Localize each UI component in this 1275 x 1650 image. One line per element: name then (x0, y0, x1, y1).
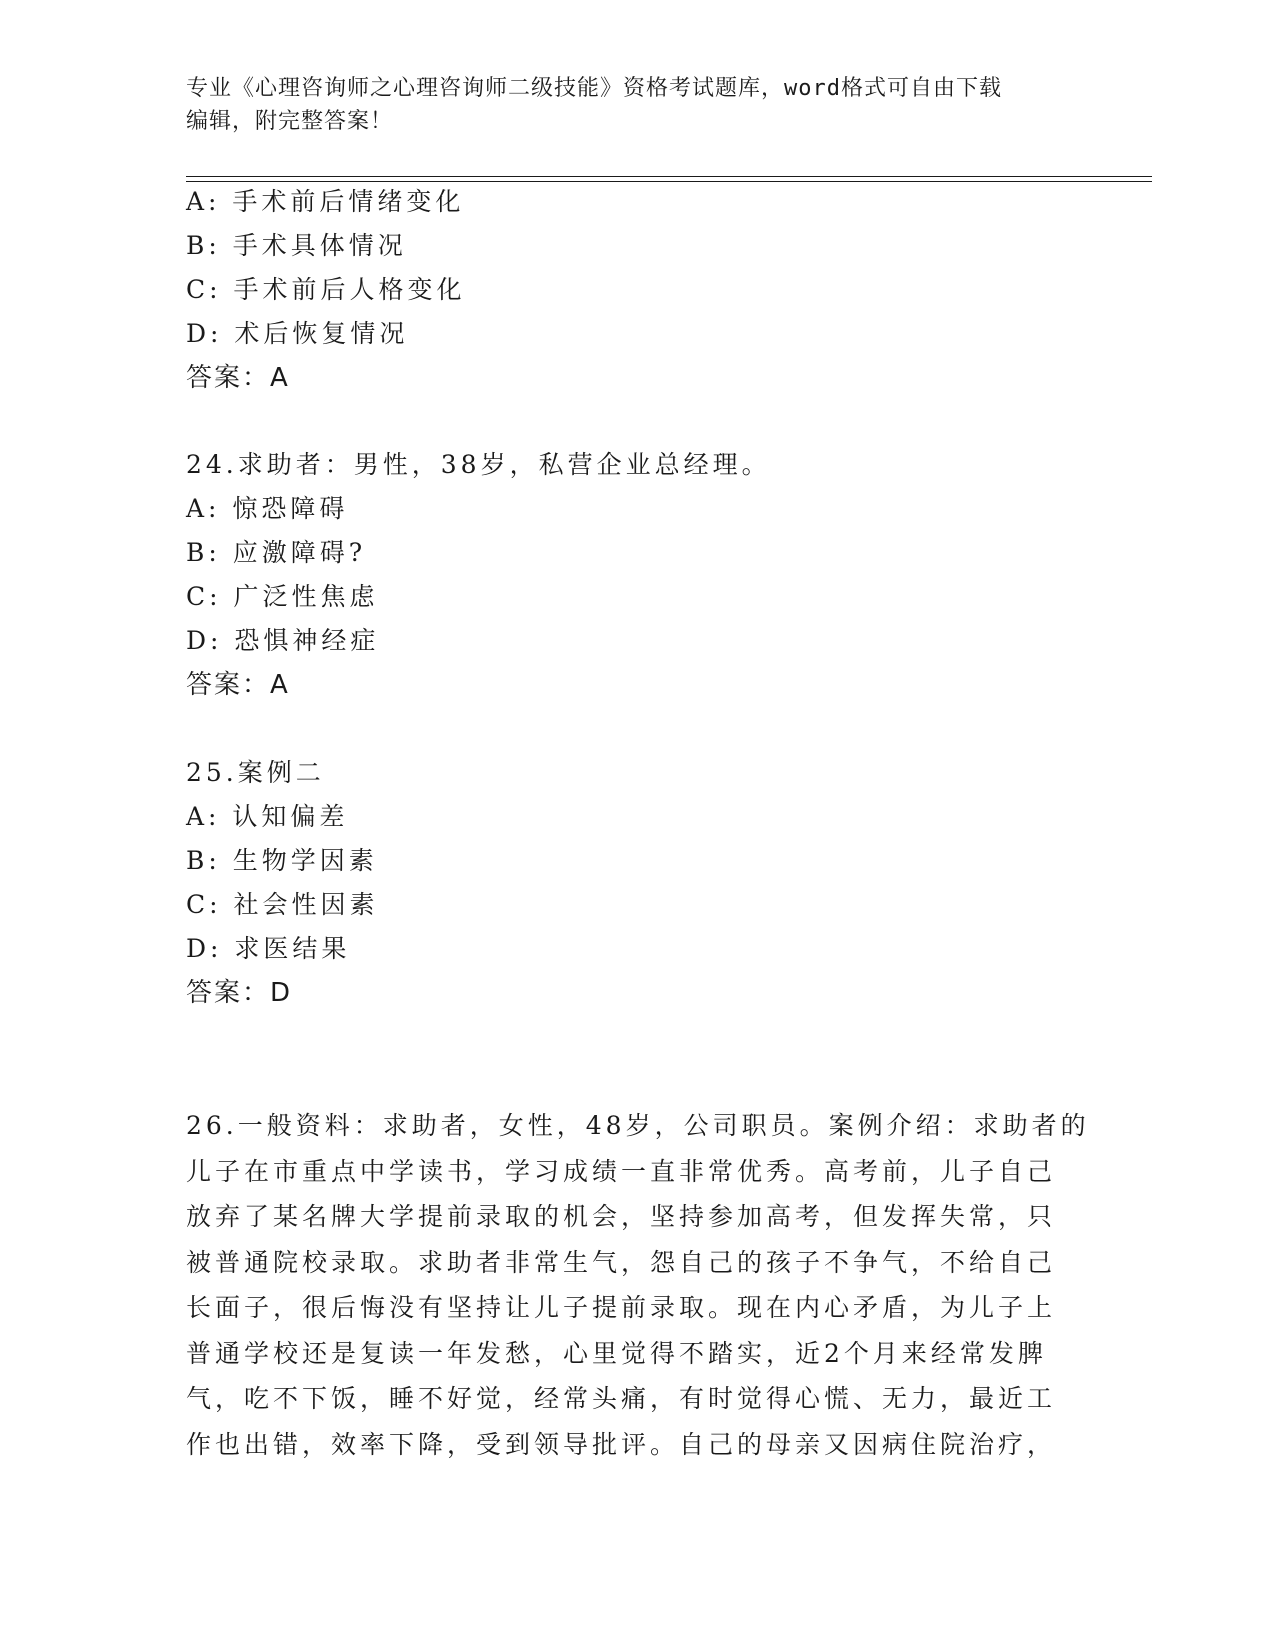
q26-line: 气，吃不下饭，睡不好觉，经常头痛，有时觉得心慌、无力，最近工 (186, 1384, 1057, 1413)
q23-option-b: B: 手术具体情况 (186, 231, 407, 260)
q24-option-a: A: 惊恐障碍 (186, 494, 349, 523)
q26-line: 长面子，很后悔没有坚持让儿子提前录取。现在内心矛盾，为儿子上 (186, 1293, 1057, 1322)
q24-answer: 答案：A (186, 670, 290, 700)
q25-option-c: C: 社会性因素 (186, 890, 379, 919)
q23-answer: 答案：A (186, 363, 290, 393)
q26-line: 作也出错，效率下降，受到领导批评。自己的母亲又因病住院治疗， (186, 1429, 1057, 1459)
header-divider-bottom (186, 181, 1152, 182)
q23-option-a: A: 手术前后情绪变化 (186, 187, 465, 216)
q24-stem: 24.求助者：男性，38岁，私营企业总经理。 (186, 450, 771, 479)
q26-line: 被普通院校录取。求助者非常生气，怨自己的孩子不争气，不给自己 (186, 1247, 1057, 1277)
q23-option-d: D: 术后恢复情况 (186, 319, 409, 348)
q26-line: 儿子在市重点中学读书，学习成绩一直非常优秀。高考前，儿子自己 (186, 1156, 1057, 1186)
header-divider-top (186, 176, 1152, 177)
q26-line: 放弃了某名牌大学提前录取的机会，坚持参加高考，但发挥失常，只 (186, 1202, 1057, 1231)
q23-option-c: C: 手术前后人格变化 (186, 275, 466, 304)
header-line-1: 专业《心理咨询师之心理咨询师二级技能》资格考试题库，word格式可自由下载 (186, 76, 1002, 101)
q24-option-b: B: 应激障碍? (186, 538, 367, 567)
q25-stem: 25.案例二 (186, 758, 325, 787)
q25-option-b: B: 生物学因素 (186, 846, 378, 875)
q25-option-d: D: 求医结果 (186, 934, 351, 963)
q25-option-a: A: 认知偏差 (186, 802, 349, 831)
q25-answer: 答案：D (186, 978, 293, 1008)
q26-line: 普通学校还是复读一年发愁，心里觉得不踏实，近2个月来经常发脾 (186, 1338, 1047, 1368)
header-line-2: 编辑，附完整答案！ (186, 109, 394, 134)
q24-option-c: C: 广泛性焦虑 (186, 582, 379, 611)
q24-option-d: D: 恐惧神经症 (186, 626, 380, 655)
q26-paragraph (186, 1103, 1090, 1467)
document-header (186, 72, 1066, 138)
q26-line: 26.一般资料：求助者，女性，48岁，公司职员。案例介绍：求助者的 (186, 1111, 1090, 1140)
